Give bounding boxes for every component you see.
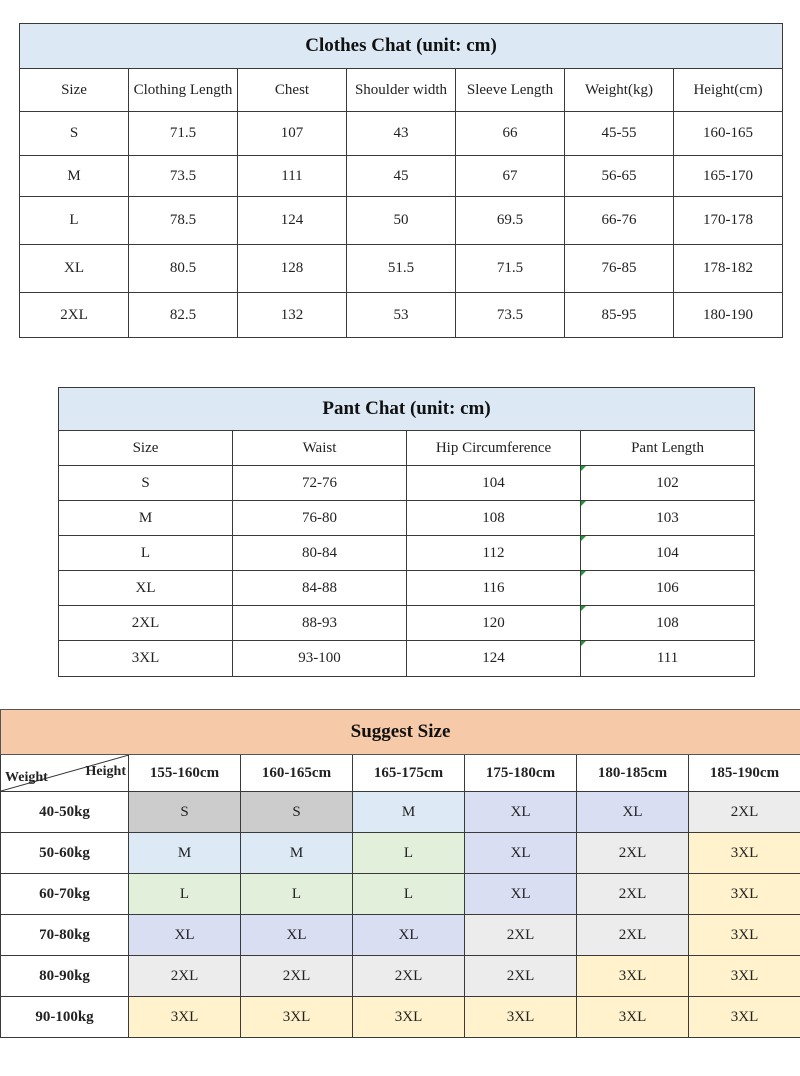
table-cell: 106 [581,571,755,606]
table-cell: 2XL [59,606,233,641]
table-cell: 80.5 [129,245,238,293]
size-cell: XL [241,915,353,956]
table-cell: 88-93 [233,606,407,641]
table-cell: 93-100 [233,641,407,677]
weight-height-corner-cell [1,755,129,792]
table-cell: 76-80 [233,501,407,536]
size-cell: 3XL [689,874,800,915]
table-cell: 73.5 [129,156,238,197]
height-header: 165-175cm [353,755,465,792]
column-header: Sleeve Length [456,69,565,112]
size-cell: XL [465,874,577,915]
table-row [20,293,783,338]
size-cell: 2XL [241,956,353,997]
table-cell: 66-76 [565,197,674,245]
weight-axis-label: Weight [5,770,48,785]
clothes-size-table [19,23,783,338]
table-cell: 107 [238,112,347,156]
table-cell: 80-84 [233,536,407,571]
column-header: Size [59,431,233,466]
table-row [1,915,800,956]
size-cell: 3XL [577,997,689,1038]
table-cell: L [59,536,233,571]
table-cell: XL [59,571,233,606]
table-cell: 72-76 [233,466,407,501]
size-cell: 3XL [129,997,241,1038]
height-header: 175-180cm [465,755,577,792]
weight-row-header: 40-50kg [1,792,129,833]
column-header: Shoulder width [347,69,456,112]
size-cell: 3XL [465,997,577,1038]
table-cell: 73.5 [456,293,565,338]
table-cell: 160-165 [674,112,783,156]
table-cell: 67 [456,156,565,197]
size-cell: 2XL [577,833,689,874]
table-row [59,501,755,536]
table-cell: M [59,501,233,536]
size-cell: 3XL [689,915,800,956]
table-cell: 56-65 [565,156,674,197]
size-cell: L [241,874,353,915]
size-cell: 3XL [689,997,800,1038]
size-cell: 2XL [577,874,689,915]
size-cell: XL [577,792,689,833]
table-cell: 66 [456,112,565,156]
size-cell: 2XL [577,915,689,956]
table-cell: 124 [407,641,581,677]
table-row [59,641,755,677]
table-row [20,245,783,293]
table-row [1,874,800,915]
table-cell: XL [20,245,129,293]
table-cell: 124 [238,197,347,245]
table-row [20,156,783,197]
table-cell: 120 [407,606,581,641]
table-row [59,536,755,571]
weight-row-header: 50-60kg [1,833,129,874]
column-header: Hip Circumference [407,431,581,466]
table-row [20,197,783,245]
table-cell: 178-182 [674,245,783,293]
table-row [1,833,800,874]
size-cell: 3XL [689,956,800,997]
table-row [1,997,800,1038]
size-cell: XL [465,833,577,874]
column-header: Size [20,69,129,112]
table-cell: 76-85 [565,245,674,293]
table-cell: 45-55 [565,112,674,156]
table-cell: 102 [581,466,755,501]
height-header: 155-160cm [129,755,241,792]
table-cell: 116 [407,571,581,606]
size-cell: L [353,874,465,915]
table-cell: S [20,112,129,156]
table-cell: 3XL [59,641,233,677]
table-cell: 132 [238,293,347,338]
table-cell: 104 [581,536,755,571]
pant-table-title: Pant Chat (unit: cm) [59,388,755,431]
column-header: Height(cm) [674,69,783,112]
suggest-table-title: Suggest Size [1,710,800,755]
size-cell: 3XL [689,833,800,874]
table-cell: 84-88 [233,571,407,606]
table-cell: 45 [347,156,456,197]
table-cell: 111 [238,156,347,197]
pant-size-table [58,387,755,677]
table-row [1,956,800,997]
table-row [59,466,755,501]
size-cell: 3XL [577,956,689,997]
size-cell: 3XL [241,997,353,1038]
table-cell: 69.5 [456,197,565,245]
table-row [20,112,783,156]
table-cell: 103 [581,501,755,536]
size-cell: S [129,792,241,833]
size-cell: 2XL [465,915,577,956]
table-row [59,606,755,641]
table-cell: 71.5 [456,245,565,293]
table-cell: 108 [581,606,755,641]
table-cell: S [59,466,233,501]
table-cell: 78.5 [129,197,238,245]
table-row [1,792,800,833]
size-cell: XL [353,915,465,956]
height-header: 180-185cm [577,755,689,792]
size-cell: XL [465,792,577,833]
weight-row-header: 80-90kg [1,956,129,997]
suggest-size-table [0,709,800,1038]
column-header: Pant Length [581,431,755,466]
table-cell: 2XL [20,293,129,338]
table-cell: 104 [407,466,581,501]
size-cell: 2XL [465,956,577,997]
height-header: 185-190cm [689,755,800,792]
size-cell: 2XL [129,956,241,997]
table-cell: 111 [581,641,755,677]
table-cell: 43 [347,112,456,156]
table-cell: 180-190 [674,293,783,338]
size-cell: 2XL [689,792,800,833]
pant-header-row [59,431,755,466]
table-cell: M [20,156,129,197]
table-row [59,571,755,606]
weight-row-header: 90-100kg [1,997,129,1038]
table-cell: L [20,197,129,245]
size-cell: M [129,833,241,874]
clothes-header-row [20,69,783,112]
weight-row-header: 60-70kg [1,874,129,915]
column-header: Weight(kg) [565,69,674,112]
table-cell: 50 [347,197,456,245]
weight-row-header: 70-80kg [1,915,129,956]
suggest-header-row [1,755,800,792]
height-axis-label: Height [85,764,126,779]
clothes-table-title: Clothes Chat (unit: cm) [20,24,783,69]
height-header: 160-165cm [241,755,353,792]
column-header: Chest [238,69,347,112]
table-cell: 128 [238,245,347,293]
table-cell: 170-178 [674,197,783,245]
size-cell: M [353,792,465,833]
size-cell: M [241,833,353,874]
size-cell: XL [129,915,241,956]
table-cell: 71.5 [129,112,238,156]
size-cell: 2XL [353,956,465,997]
table-cell: 85-95 [565,293,674,338]
column-header: Clothing Length [129,69,238,112]
table-cell: 53 [347,293,456,338]
column-header: Waist [233,431,407,466]
table-cell: 112 [407,536,581,571]
table-cell: 108 [407,501,581,536]
size-cell: L [353,833,465,874]
table-cell: 51.5 [347,245,456,293]
table-cell: 165-170 [674,156,783,197]
size-cell: S [241,792,353,833]
size-cell: L [129,874,241,915]
table-cell: 82.5 [129,293,238,338]
size-cell: 3XL [353,997,465,1038]
